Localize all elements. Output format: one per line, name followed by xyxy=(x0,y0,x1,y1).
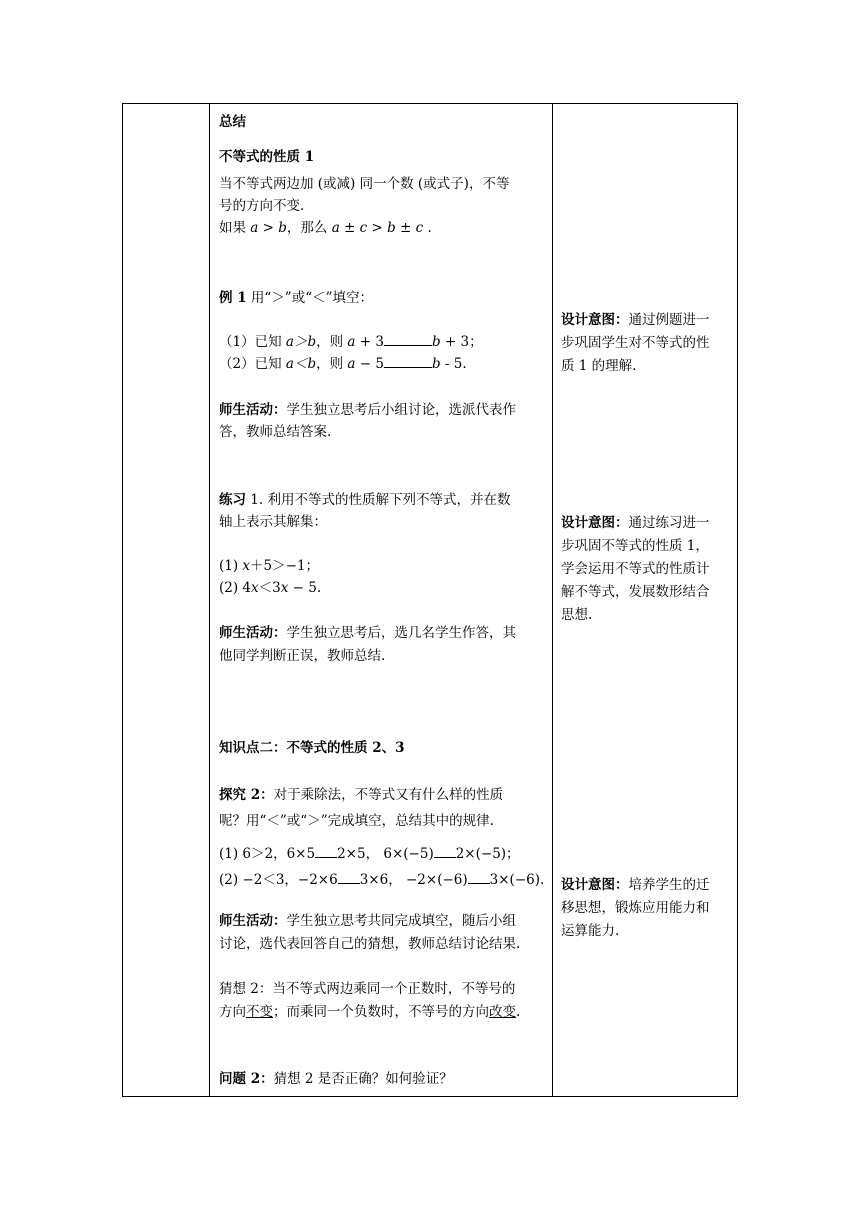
design-note-3-line-2: 移思想，锻炼应用能力和 xyxy=(561,900,710,916)
formula-result: a ± c > b ± c xyxy=(331,220,424,236)
item-term: + 3 xyxy=(355,334,384,350)
item-condition: a＜b xyxy=(285,356,317,372)
row-part: (2) −2＜3，−2×6 xyxy=(219,872,338,888)
item-then: ，则 xyxy=(316,356,348,372)
row-part: (1) 6＞2，6×5 xyxy=(219,846,316,862)
example-1-label: 例 1 xyxy=(219,290,247,306)
explore-text: 对于乘除法，不等式又有什么样的性质 xyxy=(273,787,504,803)
activity-label: 师生活动： xyxy=(219,625,287,641)
exercise-1-activity-line-1 xyxy=(219,622,516,644)
conjecture-underlined-changed: 改变 xyxy=(489,1004,516,1020)
explore-2-activity-line-2: 讨论，选代表回答自己的猜想，教师总结讨论结果. xyxy=(219,936,521,952)
design-note-2-line-2: 步巩固不等式的性质 1， xyxy=(561,538,709,554)
formula-prefix: 如果 xyxy=(219,220,251,236)
design-note-label: 设计意图： xyxy=(561,312,629,328)
conjecture-text: 方向 xyxy=(219,1004,246,1020)
row-part: 3×6， −2×(−6) xyxy=(359,872,468,888)
item-var-a: a xyxy=(347,334,356,350)
conjecture-underlined-unchanged: 不变 xyxy=(246,1004,273,1020)
item-prefix: （1）已知 xyxy=(219,334,286,350)
design-note-2-line-5: 思想. xyxy=(561,607,593,623)
item-rest: ＋5＞−1； xyxy=(250,558,320,574)
explore-2-line-1 xyxy=(219,784,503,806)
table-column-divider-1 xyxy=(209,103,210,1097)
example-1-item-2 xyxy=(219,353,467,375)
formula-condition: a > b xyxy=(250,220,287,236)
exercise-1-activity-line-2: 他同学判断正误，教师总结. xyxy=(219,648,386,664)
answer-blank xyxy=(384,353,432,368)
example-1-instruction xyxy=(219,287,373,309)
exercise-label: 练习 xyxy=(219,492,246,508)
property-1-text-line-1: 当不等式两边加 (或减) 同一个数 (或式子)，不等 xyxy=(219,176,510,192)
item-var-x: x xyxy=(280,580,289,596)
exercise-1-item-1 xyxy=(219,555,319,577)
item-then: ，则 xyxy=(316,334,348,350)
exercise-1-line-2: 轴上表示其解集： xyxy=(219,514,327,530)
item-term-end: - 5. xyxy=(440,356,467,372)
conjecture-2-line-1: 猜想 2：当不等式两边乘同一个正数时，不等号的 xyxy=(219,981,516,997)
activity-text: 学生独立思考后小组讨论，选派代表作 xyxy=(286,402,516,418)
design-note-2-line-1 xyxy=(561,512,710,534)
question-text: 猜想 2 是否正确？如何验证？ xyxy=(273,1071,453,1087)
answer-blank xyxy=(468,869,490,884)
table-right-border xyxy=(737,103,738,1097)
activity-label: 师生活动： xyxy=(219,913,287,929)
answer-blank xyxy=(384,331,432,346)
example-1-activity-line-1 xyxy=(219,399,516,421)
exercise-1-item-2 xyxy=(219,577,321,599)
item-var-b: b xyxy=(431,334,441,350)
item-condition: a＞b xyxy=(285,334,317,350)
item-prefix: (1) xyxy=(219,558,243,574)
question-label: 问题 2： xyxy=(219,1071,274,1087)
answer-blank xyxy=(434,843,456,858)
item-var-a: a xyxy=(347,356,356,372)
design-intent-column xyxy=(561,0,733,1100)
item-middle: ＜3 xyxy=(258,580,281,596)
property-1-formula xyxy=(219,217,432,239)
question-2 xyxy=(219,1068,453,1090)
explore-label: 探究 2： xyxy=(219,787,274,803)
summary-heading: 总结 xyxy=(219,114,246,130)
item-prefix: (2) 4 xyxy=(219,580,252,596)
design-note-3-line-3: 运算能力. xyxy=(561,923,620,939)
design-note-3-line-1 xyxy=(561,874,710,896)
explore-2-row-2 xyxy=(219,869,544,891)
property-1-title: 不等式的性质 1 xyxy=(219,149,315,165)
example-1-item-1 xyxy=(219,331,483,353)
item-term-end: + 3； xyxy=(440,334,483,350)
item-var-x: x xyxy=(251,580,259,596)
activity-text: 学生独立思考共同完成填空，随后小组 xyxy=(286,913,516,929)
item-var-b: b xyxy=(431,356,441,372)
example-1-activity-line-2: 答，教师总结答案. xyxy=(219,424,332,440)
example-1-instruction-text: 用“＞”或“＜”填空： xyxy=(246,290,373,306)
table-left-border xyxy=(122,103,123,1097)
conjecture-text: . xyxy=(516,1004,521,1020)
property-1-text-line-2: 号的方向不变. xyxy=(219,198,305,214)
explore-2-line-2: 呢？用“＜”或“＞”完成填空，总结其中的规律. xyxy=(219,813,494,829)
exercise-1-line-1 xyxy=(219,489,510,511)
conjecture-text: ；而乘同一个负数时，不等号的方向 xyxy=(273,1004,489,1020)
activity-text: 学生独立思考后，选几名学生作答，其 xyxy=(286,625,516,641)
row-part: 3×(−6). xyxy=(489,872,545,888)
design-note-text: 通过练习进一 xyxy=(628,515,710,531)
design-note-label: 设计意图： xyxy=(561,515,629,531)
item-prefix: （2）已知 xyxy=(219,356,286,372)
exercise-text: 1. 利用不等式的性质解下列不等式，并在数 xyxy=(246,492,511,508)
item-var-x: x xyxy=(242,558,251,574)
design-note-text: 培养学生的迁 xyxy=(628,877,710,893)
design-note-1-line-1 xyxy=(561,309,710,331)
answer-blank xyxy=(338,869,360,884)
row-part: 2×(−5)； xyxy=(455,846,520,862)
formula-suffix: . xyxy=(423,220,432,236)
activity-label: 师生活动： xyxy=(219,402,287,418)
design-note-label: 设计意图： xyxy=(561,877,629,893)
explore-2-activity-line-1 xyxy=(219,910,516,932)
design-note-2-line-3: 学会运用不等式的性质计 xyxy=(561,561,710,577)
item-term: − 5 xyxy=(355,356,384,372)
table-column-divider-2 xyxy=(552,103,553,1097)
design-note-text: 通过例题进一 xyxy=(628,312,710,328)
design-note-1-line-3: 质 1 的理解. xyxy=(561,358,637,374)
knowledge-point-2-title: 知识点二：不等式的性质 2、3 xyxy=(219,740,405,756)
row-part: 2×5， 6×(−5) xyxy=(337,846,434,862)
lesson-content-column xyxy=(219,0,547,1100)
formula-middle: ，那么 xyxy=(286,220,332,236)
design-note-2-line-4: 解不等式，发展数形结合 xyxy=(561,584,710,600)
answer-blank xyxy=(315,843,337,858)
conjecture-2-line-2 xyxy=(219,1001,520,1023)
design-note-1-line-2: 步巩固学生对不等式的性 xyxy=(561,335,710,351)
item-rest: − 5. xyxy=(288,580,322,596)
explore-2-row-1 xyxy=(219,843,520,865)
